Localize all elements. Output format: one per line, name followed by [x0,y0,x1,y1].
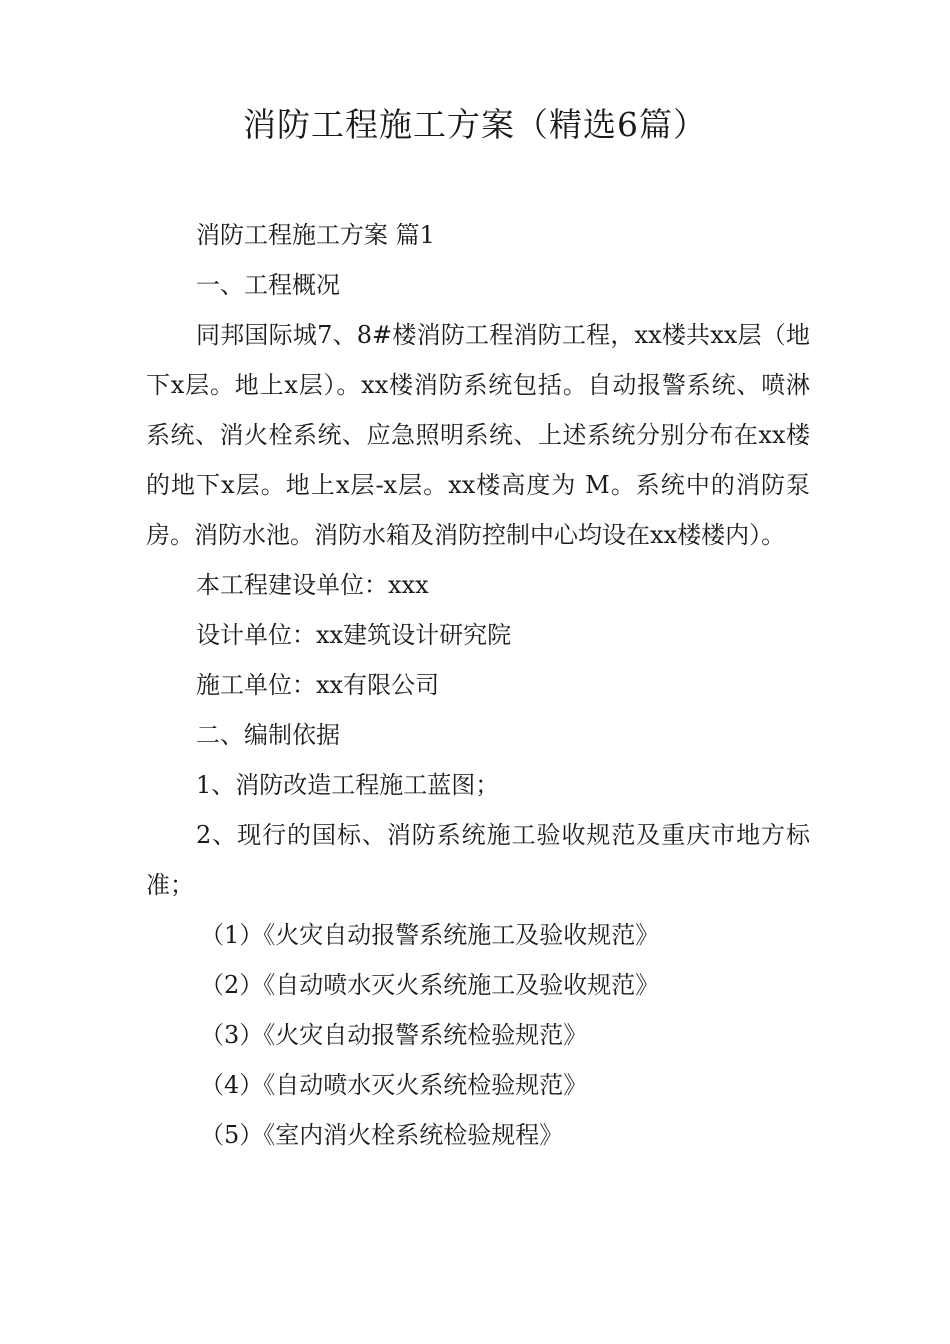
standard-list-item: （5）《室内消火栓系统检验规程》 [200,1121,564,1149]
construction-unit-line: 施工单位：xx有限公司 [196,671,440,699]
basis-item: 1、消防改造工程施工蓝图； [196,771,500,799]
standard-list-item: （3）《火灾自动报警系统检验规范》 [200,1021,588,1049]
project-overview-paragraph: 同邦国际城7、8#楼消防工程消防工程，xx楼共xx层（地下x层。地上x层）。xx楼消防系统包括。自动报警系统、喷淋系统、消火栓系统、应急照明系统、上述系统分别分布在xx楼的地下x层。地上x层-x层。xx楼高度为 M。系统中的消防泵房。消防水池。消防水箱及消防控制中心均设在xx楼楼内）。 [146,321,810,549]
subsection-heading: 一、工程概况 [196,271,340,299]
design-unit-line: 设计单位：xx建筑设计研究院 [196,621,512,649]
subsection-heading: 二、编制依据 [196,721,340,749]
document-title: 消防工程施工方案（精选6篇） [243,105,707,144]
section-heading: 消防工程施工方案 篇1 [196,221,435,249]
basis-item: 2、现行的国标、消防系统施工验收规范及重庆市地方标准； [146,821,810,899]
standard-list-item: （4）《自动喷水灭火系统检验规范》 [200,1071,588,1099]
document-body [146,210,810,1160]
owner-unit-line: 本工程建设单位：xxx [196,571,429,599]
standard-list-item: （1）《火灾自动报警系统施工及验收规范》 [200,921,660,949]
standard-list-item: （2）《自动喷水灭火系统施工及验收规范》 [200,971,660,999]
